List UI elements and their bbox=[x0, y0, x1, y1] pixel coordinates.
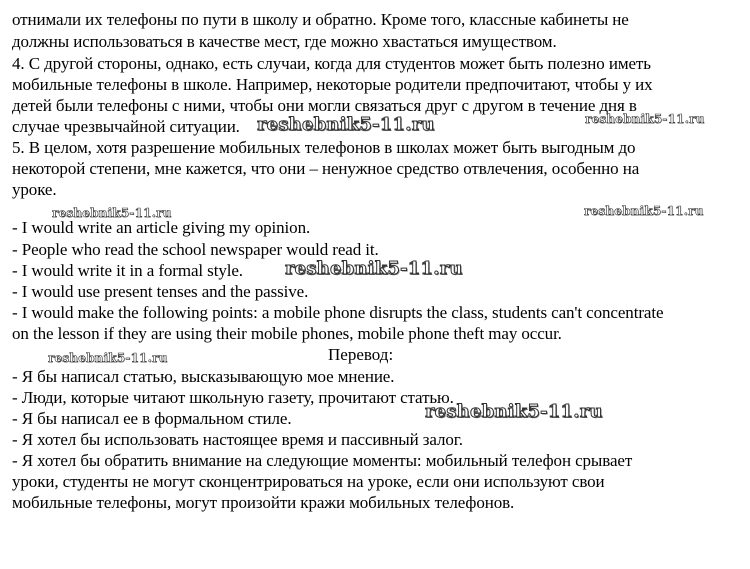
watermark: reshebnik5-11.ru bbox=[585, 112, 705, 126]
translation-line: - Люди, которые читают школьную газету, прочитают статью. bbox=[12, 388, 454, 407]
translation-heading: Перевод: bbox=[328, 345, 394, 364]
translation-line: - Я хотел бы использовать настоящее время и пассивный залог. bbox=[12, 430, 463, 449]
answer-line: on the lesson if they are using their mobile phones, mobile phone theft may occur. bbox=[12, 324, 562, 343]
text-line: 5. В целом, хотя разрешение мобильных телефонов в школах может быть выгодным до bbox=[12, 138, 636, 157]
watermark: reshebnik5-11.ru bbox=[285, 258, 463, 279]
text-line: 4. С другой стороны, однако, есть случаи, когда для студентов может быть полезно иметь bbox=[12, 54, 651, 73]
text-line: должны использоваться в качестве мест, где можно хвастаться имуществом. bbox=[12, 32, 557, 51]
translation-line: - Я хотел бы обратить внимание на следующие моменты: мобильный телефон срывает bbox=[12, 451, 633, 470]
watermark: reshebnik5-11.ru bbox=[425, 401, 603, 422]
text-line: отнимали их телефоны по пути в школу и обратно. Кроме того, классные кабинеты не bbox=[12, 10, 629, 29]
answer-line: - People who read the school newspaper would read it. bbox=[12, 240, 379, 259]
answer-line: - I would write an article giving my opinion. bbox=[12, 218, 311, 237]
answer-line: - I would make the following points: a mobile phone disrupts the class, students can't concentrate bbox=[12, 303, 664, 322]
watermark: reshebnik5-11.ru bbox=[257, 114, 435, 135]
translation-line: уроки, студенты не могут сконцентрироваться на уроке, если они используют свои bbox=[12, 472, 605, 491]
answer-line: - I would use present tenses and the passive. bbox=[12, 282, 309, 301]
text-line: уроке. bbox=[12, 180, 57, 199]
text-line: мобильные телефоны в школе. Например, некоторые родители предпочитают, чтобы у их bbox=[12, 75, 653, 94]
text-line: некоторой степени, мне кажется, что они – ненужное средство отвлечения, особенно на bbox=[12, 159, 640, 178]
translation-line: мобильные телефоны, могут произойти кражи мобильных телефонов. bbox=[12, 493, 515, 512]
text-line: детей были телефоны с ними, чтобы они могли связаться друг с другом в течение дня в bbox=[12, 96, 637, 115]
text-line: случае чрезвычайной ситуации. bbox=[12, 117, 240, 136]
watermark: reshebnik5-11.ru bbox=[48, 351, 168, 365]
translation-line: - Я бы написал статью, высказывающую мое мнение. bbox=[12, 367, 395, 386]
answer-line: - I would write it in a formal style. bbox=[12, 261, 243, 280]
watermark: reshebnik5-11.ru bbox=[584, 204, 704, 218]
watermark: reshebnik5-11.ru bbox=[52, 206, 172, 220]
translation-line: - Я бы написал ее в формальном стиле. bbox=[12, 409, 292, 428]
